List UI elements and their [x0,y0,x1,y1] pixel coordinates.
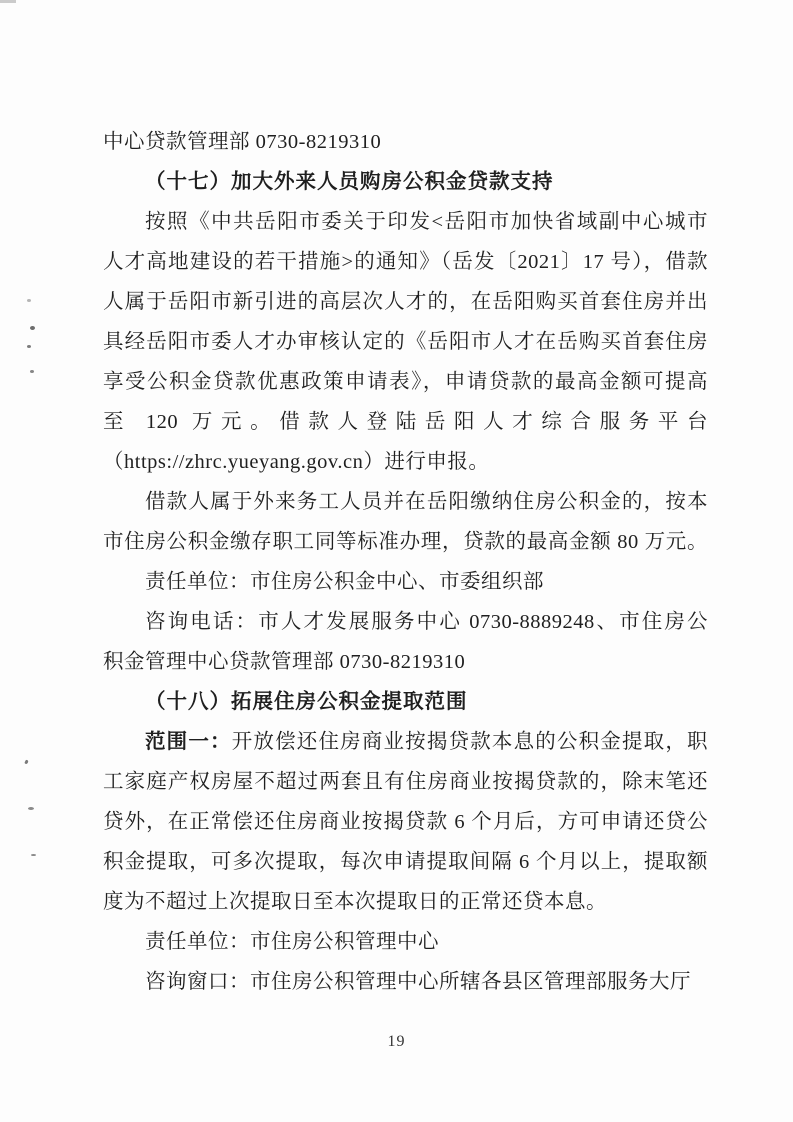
paragraph-line: 具经岳阳市委人才办审核认定的《岳阳市人才在岳购买首套住房 [103,331,708,353]
paragraph-line: 工家庭产权房屋不超过两套且有住房商业按揭贷款的，除末笔还 [103,771,708,793]
scan-speck [27,345,31,348]
scan-speck [31,854,36,856]
scope-one-line [103,722,708,762]
line-continuation-phone: 中心贷款管理部 0730-8219310 [103,131,382,153]
paragraph-line: 至 120 万元。借款人登陆岳阳人才综合服务平台 [103,411,708,433]
responsible-unit-line: 责任单位：市住房公积管理中心 [145,931,439,953]
responsible-unit-line: 责任单位：市住房公积金中心、市委组织部 [145,571,544,593]
inquiry-phone-line: 咨询电话：市人才发展服务中心 0730-8889248、市住房公 [145,611,708,633]
scan-speck [30,326,35,330]
paragraph-line: 人属于岳阳市新引进的高层次人才的，在岳阳购买首套住房并出 [103,291,708,313]
scan-speck [28,807,34,810]
paragraph-line: 享受公积金贷款优惠政策申请表》，申请贷款的最高金额可提高 [103,371,708,393]
document-body [103,122,708,1002]
paragraph-line: 借款人属于外来务工人员并在岳阳缴纳住房公积金的，按本 [145,491,708,513]
paragraph-line-url: （https://zhrc.yueyang.gov.cn）进行申报。 [103,451,490,473]
paragraph-line: 贷外，在正常偿还住房商业按揭贷款 6 个月后，方可申请还贷公 [103,811,708,833]
scan-speck [27,299,31,302]
paragraph-line: 按照《中共岳阳市委关于印发<岳阳市加快省域副中心城市 [145,211,708,233]
paragraph-line: 市住房公积金缴存职工同等标准办理，贷款的最高金额 80 万元。 [103,531,708,553]
scope-label: 范围一： [145,731,232,753]
inquiry-window-line: 咨询窗口：市住房公积管理中心所辖各县区管理部服务大厅 [145,971,691,993]
section-heading-18: （十八）拓展住房公积金提取范围 [145,691,468,713]
paragraph-line: 度为不超过上次提取日至本次提取日的正常还贷本息。 [103,891,607,913]
inquiry-phone-line: 积金管理中心贷款管理部 0730-8219310 [103,651,466,673]
scope-text: 开放偿还住房商业按揭贷款本息的公积金提取，职 [231,731,708,753]
scan-speck [30,370,34,373]
paragraph-line: 人才高地建设的若干措施>的通知》（岳发〔2021〕17 号），借款 [103,251,708,273]
page-number: 19 [387,1033,406,1050]
scan-smudge [0,0,16,3]
scan-speck [24,760,28,765]
section-heading-17: （十七）加大外来人员购房公积金贷款支持 [145,171,554,193]
paragraph-line: 积金提取，可多次提取，每次申请提取间隔 6 个月以上，提取额 [103,851,708,873]
